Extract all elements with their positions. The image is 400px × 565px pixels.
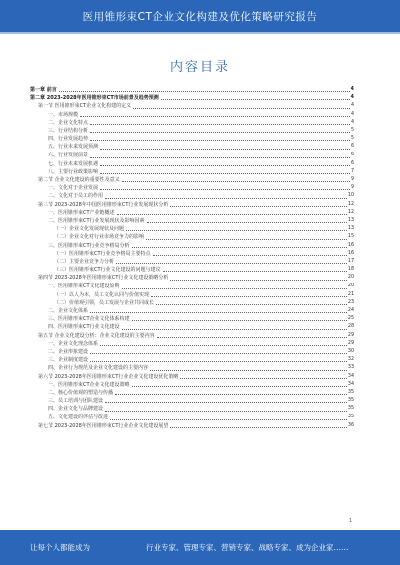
toc-entry-page: 29 [347, 340, 354, 346]
toc-entry[interactable] [30, 127, 354, 135]
toc-entry[interactable] [30, 209, 354, 217]
toc-dot-leader [122, 181, 350, 182]
toc-entry[interactable] [30, 291, 354, 299]
toc-entry[interactable] [30, 102, 354, 110]
toc-entry-page: 32 [347, 357, 354, 363]
toc-entry[interactable] [30, 389, 354, 397]
toc-entry-page: 16 [347, 242, 354, 248]
toc-entry-label: 一、医用锥形束CT文化建设原则 [48, 283, 120, 290]
toc-entry-page: 12 [347, 209, 354, 215]
toc-entry-page: 9 [350, 185, 354, 191]
toc-entry-page: 21 [347, 291, 354, 297]
toc-entry[interactable] [30, 364, 354, 372]
toc-entry-label: 三、医用锥形束CT企业文化体系构建 [48, 316, 130, 323]
toc-entry[interactable] [30, 405, 354, 413]
toc-entry[interactable] [30, 111, 354, 119]
toc-dot-leader [115, 394, 347, 395]
toc-dot-leader [146, 239, 347, 240]
toc-entry-label: 二、企业文化体系 [48, 308, 89, 315]
toc-dot-leader [90, 132, 350, 133]
toc-entry[interactable] [30, 176, 354, 184]
toc-entry-page: 10 [347, 193, 354, 199]
toc-entry-page: 4 [350, 111, 354, 117]
toc-entry-label: 四、医用锥形束CT行业文化建设 [48, 324, 120, 331]
toc-entry-label: 一、企业文化理念体系 [48, 340, 99, 347]
toc-entry[interactable] [30, 233, 354, 241]
toc-entry[interactable] [30, 119, 354, 127]
toc-entry[interactable] [30, 242, 354, 250]
toc-dot-leader [116, 263, 347, 264]
toc-entry-label: 五、行业未来发展预测 [48, 144, 99, 151]
toc-dot-leader [100, 165, 350, 166]
toc-dot-leader [157, 337, 347, 338]
toc-entry-label: 第三节 2023-2028年中国医用锥形束CT行业发展现状分析 [38, 201, 169, 208]
toc-entry-page: 35 [347, 389, 354, 395]
header-bar [0, 0, 400, 32]
toc-entry-label: （一）医用锥形束CT行业竞争格局主要特点 [54, 250, 151, 257]
toc-entry-label: （二）价值观引领，员工发展与企业共同成长 [54, 299, 155, 306]
toc-dot-leader [110, 419, 347, 420]
toc-dot-leader [170, 206, 347, 207]
toc-dot-leader [59, 91, 350, 92]
toc-entry[interactable] [30, 414, 354, 422]
toc-entry[interactable] [30, 266, 354, 274]
toc-entry-label: 第二章 2023-2028年医用锥形束CT市场前景及趋势预测 [30, 95, 159, 102]
toc-dot-leader [122, 288, 347, 289]
toc-dot-leader [100, 149, 350, 150]
toc-entry-page: 17 [347, 258, 354, 264]
toc-entry-label: （一）企业文化发展现状及问题 [54, 226, 125, 233]
toc-dot-leader [117, 214, 347, 215]
toc-entry[interactable] [30, 397, 354, 405]
toc-entry-label: 三、企业制度建设 [48, 357, 89, 364]
toc-entry-label: 第一章 前言 [30, 86, 57, 93]
toc-entry[interactable] [30, 86, 354, 94]
toc-entry[interactable] [30, 250, 354, 258]
toc-entry-page: 4 [350, 95, 354, 101]
toc-dot-leader [105, 411, 347, 412]
toc-dot-leader [132, 386, 347, 387]
toc-heading: 内容目录 [169, 60, 230, 75]
toc-entry-page: 30 [347, 348, 354, 354]
toc-dot-leader [156, 304, 347, 305]
toc-dot-leader [90, 140, 350, 141]
toc-entry[interactable] [30, 356, 354, 364]
toc-dot-leader [132, 320, 347, 321]
toc-entry-page: 18 [347, 267, 354, 273]
toc-entry-label: 第六节 2023-2028年医用锥形束CT行业企业文化建设优化策略 [38, 373, 179, 380]
toc-entry-label: （二）主要企业竞争力分析 [54, 258, 115, 265]
toc-dot-leader [170, 280, 347, 281]
toc-entry-label: （三）医用锥形束CT行业文化建设的问题与建议 [54, 267, 161, 274]
toc-entry-page: 35 [347, 414, 354, 420]
toc-entry-label: 二、核心价值观的塑造与传播 [48, 389, 114, 396]
toc-entry-label: 七、行业未来发展机遇 [48, 160, 99, 167]
page-number: 1 [348, 518, 352, 524]
toc-dot-leader [180, 378, 346, 379]
toc-entry-label: 第五节 企业文化建设分析：企业文化建设的主要内容 [38, 332, 155, 339]
toc-dot-leader [153, 255, 347, 256]
toc-entry-page: 13 [347, 226, 354, 232]
toc-entry[interactable] [30, 299, 354, 307]
toc-dot-leader [161, 99, 350, 100]
toc-dot-leader [100, 345, 347, 346]
toc-entry-page: 13 [347, 217, 354, 223]
toc-entry[interactable] [30, 258, 354, 266]
toc-entry-page: 29 [347, 332, 354, 338]
toc-entry[interactable] [30, 307, 354, 315]
toc-entry-page: 16 [347, 250, 354, 256]
toc-entry-page: 25 [347, 316, 354, 322]
toc-entry-page: 33 [347, 365, 354, 371]
toc-entry-page: 9 [350, 177, 354, 183]
toc-dot-leader [90, 124, 350, 125]
toc-entry[interactable] [30, 422, 354, 430]
toc-entry[interactable] [30, 192, 354, 200]
toc-entry-label: 一、文化对于企业发展 [48, 185, 99, 192]
header-divider [0, 32, 400, 34]
footer-bar [0, 530, 400, 565]
toc-dot-leader [170, 427, 347, 428]
toc-entry-label: 四、企业文化与品牌建设 [48, 406, 104, 413]
toc-entry-label: 三、行业结构分析 [48, 127, 89, 134]
toc-entry-label: （一）以人为本，员工文化认同与价值实现 [54, 291, 150, 298]
toc-entry-label: 四、企业行为规范及企业文化建设的主要内容 [48, 365, 149, 372]
toc-entry-page: 4 [350, 103, 354, 109]
table-of-contents [30, 86, 354, 430]
toc-entry-page: 6 [350, 152, 354, 158]
toc-entry[interactable] [30, 160, 354, 168]
toc-entry-page: 4 [350, 86, 354, 92]
toc-entry[interactable] [30, 340, 354, 348]
footer-slogan: 让每个人都能成为 [30, 543, 90, 552]
toc-dot-leader [90, 353, 347, 354]
toc-entry[interactable] [30, 143, 354, 151]
toc-entry-page: 35 [347, 398, 354, 404]
toc-entry-label: 四、行业发展趋势 [48, 136, 89, 143]
toc-entry-page: 12 [347, 201, 354, 207]
toc-entry-page: 36 [347, 422, 354, 428]
toc-entry-page: 20 [347, 275, 354, 281]
toc-entry-label: 三、医用锥形束CT行业竞争格局分析 [48, 242, 130, 249]
toc-entry-page: 35 [347, 406, 354, 412]
toc-entry[interactable] [30, 168, 354, 176]
footer-tagline: 行业专家、管理专家、营销专家、战略专家、成为企业家…… [146, 543, 349, 552]
toc-entry[interactable] [30, 348, 354, 356]
toc-dot-leader [105, 198, 347, 199]
toc-entry-label: 六、行业发展前景 [48, 152, 89, 159]
toc-entry-page: 15 [347, 234, 354, 240]
toc-dot-leader [150, 370, 347, 371]
toc-dot-leader [90, 157, 350, 158]
toc-entry-label: 三、员工培训与团队建设 [48, 398, 104, 405]
toc-entry-page: 34 [347, 373, 354, 379]
toc-entry-page: 5 [350, 127, 354, 133]
toc-dot-leader [100, 173, 350, 174]
toc-entry-page: 5 [350, 136, 354, 142]
toc-entry-page: 24 [347, 308, 354, 314]
toc-dot-leader [126, 230, 347, 231]
toc-dot-leader [163, 271, 347, 272]
toc-dot-leader [151, 296, 347, 297]
toc-entry[interactable] [30, 381, 354, 389]
toc-entry-label: 第四节 2023-2028年医用锥形束CT行业文化建设策略分析 [38, 275, 169, 282]
toc-dot-leader [105, 402, 347, 403]
toc-entry-page: 7 [350, 168, 354, 174]
toc-dot-leader [90, 312, 347, 313]
toc-entry-label: 一、市场规模 [48, 111, 79, 118]
toc-entry-label: 第一节 医用锥形束CT企业文化构建的定义 [38, 103, 132, 110]
toc-entry[interactable] [30, 225, 354, 233]
toc-entry-label: 五、文化建设的评估与改进 [48, 414, 109, 421]
toc-dot-leader [147, 222, 347, 223]
toc-entry[interactable] [30, 373, 354, 381]
toc-entry[interactable] [30, 152, 354, 160]
toc-entry-page: 6 [350, 144, 354, 150]
toc-entry-page: 20 [347, 283, 354, 289]
toc-entry[interactable] [30, 184, 354, 192]
toc-entry-page: 4 [350, 119, 354, 125]
toc-entry-label: 八、主要行业政策影响 [48, 168, 99, 175]
toc-entry-label: 二、企业文化特点 [48, 119, 89, 126]
toc-dot-leader [133, 108, 350, 109]
toc-entry[interactable] [30, 323, 354, 331]
toc-dot-leader [80, 116, 350, 117]
toc-entry-page: 34 [347, 381, 354, 387]
toc-entry[interactable] [30, 201, 354, 209]
toc-entry[interactable] [30, 315, 354, 323]
toc-entry[interactable] [30, 217, 354, 225]
toc-entry[interactable] [30, 332, 354, 340]
toc-entry[interactable] [30, 274, 354, 282]
toc-entry[interactable] [30, 94, 354, 102]
toc-dot-leader [132, 247, 347, 248]
toc-dot-leader [122, 329, 347, 330]
toc-entry-label: 第二节 企业文化建设的重要性及意义 [38, 177, 120, 184]
toc-dot-leader [90, 361, 347, 362]
toc-entry-label: 一、医用锥形束CT产业链概述 [48, 209, 115, 216]
toc-entry-label: （二）企业文化对行业市场竞争力的影响 [54, 234, 145, 241]
toc-entry-page: 28 [347, 324, 354, 330]
toc-entry-label: 第七节 2023-2028年医用锥形束CT行业企业文化建设展望 [38, 422, 169, 429]
toc-dot-leader [100, 189, 350, 190]
toc-entry-page: 23 [347, 299, 354, 305]
report-title: 医用锥形束CT企业文化构建及优化策略研究报告 [82, 11, 318, 23]
toc-entry-page: 6 [350, 160, 354, 166]
toc-entry-label: 二、医用锥形束CT行业发展现状及影响因素 [48, 217, 145, 224]
toc-entry[interactable] [30, 135, 354, 143]
toc-entry[interactable] [30, 283, 354, 291]
toc-entry-label: 一、医用锥形束CT企业文化建设策略 [48, 381, 130, 388]
toc-entry-label: 二、企业形象建设 [48, 348, 89, 355]
toc-entry-label: 二、文化对于员工的作用 [48, 193, 104, 200]
